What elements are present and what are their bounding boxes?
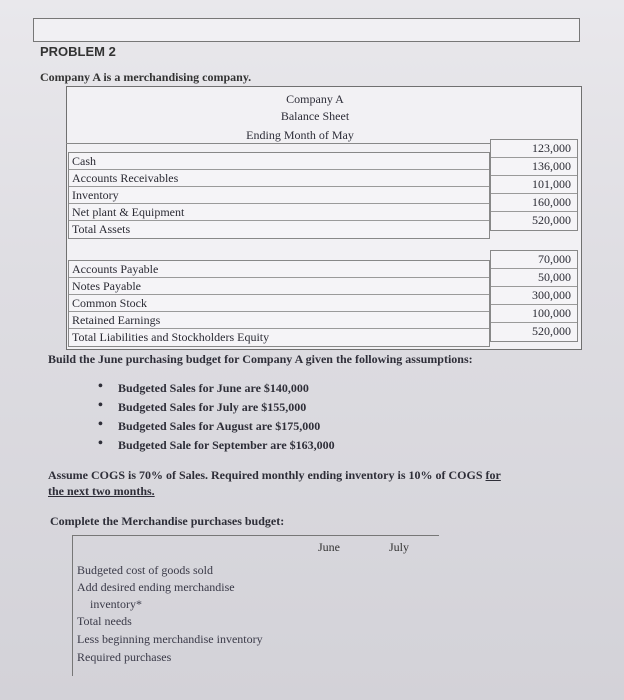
budget-row-label: Required purchases [77,650,172,664]
budget-row-label: inventory* [90,597,142,611]
asset-label-total: Total Assets [72,222,131,236]
asset-value: 160,000 [491,194,577,212]
problem-intro: Company A is a merchandising company. [40,70,252,84]
liability-label-total: Total Liabilities and Stockholders Equity [72,330,270,344]
budget-row-label: Less beginning merchandise inventory [77,632,263,646]
liability-label: Accounts Payable [69,261,489,278]
column-june: June [318,540,340,554]
assumption-bullet: • Budgeted Sales for July are $155,000 [118,400,306,415]
liability-value: 100,000 [491,305,577,323]
budget-row-label: Add desired ending merchandise [77,580,235,594]
complete-instruction: Complete the Merchandise purchases budget: [50,514,285,528]
asset-value: 123,000 [491,140,577,158]
asset-label: Net plant & Equipment [69,204,489,221]
sheet-title-period: Ending Month of May [246,128,354,142]
asset-value-total: 520,000 [532,213,571,227]
liability-value: 70,000 [491,251,577,269]
assets-labels [68,152,490,239]
liability-value: 50,000 [491,269,577,287]
assumption-underlined-tail: the next two months. [48,484,155,498]
column-july: July [389,540,410,554]
liability-label: Notes Payable [69,278,489,295]
liability-value: 300,000 [491,287,577,305]
assumption-bullet: • Budgeted Sales for August are $175,000 [118,419,320,434]
assumption-underlined-for: for [485,468,501,482]
problem-heading: PROBLEM 2 [40,44,116,59]
problem-header-box [33,18,580,42]
build-instruction: Build the June purchasing budget for Company A given the following assumptions: [48,352,473,366]
liabilities-labels [68,260,490,347]
liabilities-values [490,250,578,342]
asset-value: 101,000 [491,176,577,194]
asset-value: 136,000 [491,158,577,176]
budget-row-label: Total needs [77,614,132,628]
assumption-paragraph [48,468,501,483]
asset-label: Accounts Receivables [69,170,489,187]
sheet-title-company: Company A [286,92,344,106]
liability-label: Common Stock [69,295,489,312]
liability-value-total: 520,000 [532,324,571,338]
assumption-bullet: • Budgeted Sale for September are $163,000 [118,438,335,453]
liability-label: Retained Earnings [69,312,489,329]
asset-label: Cash [69,153,489,170]
assets-values [490,139,578,231]
asset-label: Inventory [69,187,489,204]
assumption-text: Assume COGS is 70% of Sales. Required monthly ending inventory is 10% of COGS [48,468,483,482]
sheet-title-statement: Balance Sheet [280,109,350,123]
assumption-bullet: • Budgeted Sales for June are $140,000 [118,381,309,396]
budget-row-label: Budgeted cost of goods sold [77,563,213,577]
